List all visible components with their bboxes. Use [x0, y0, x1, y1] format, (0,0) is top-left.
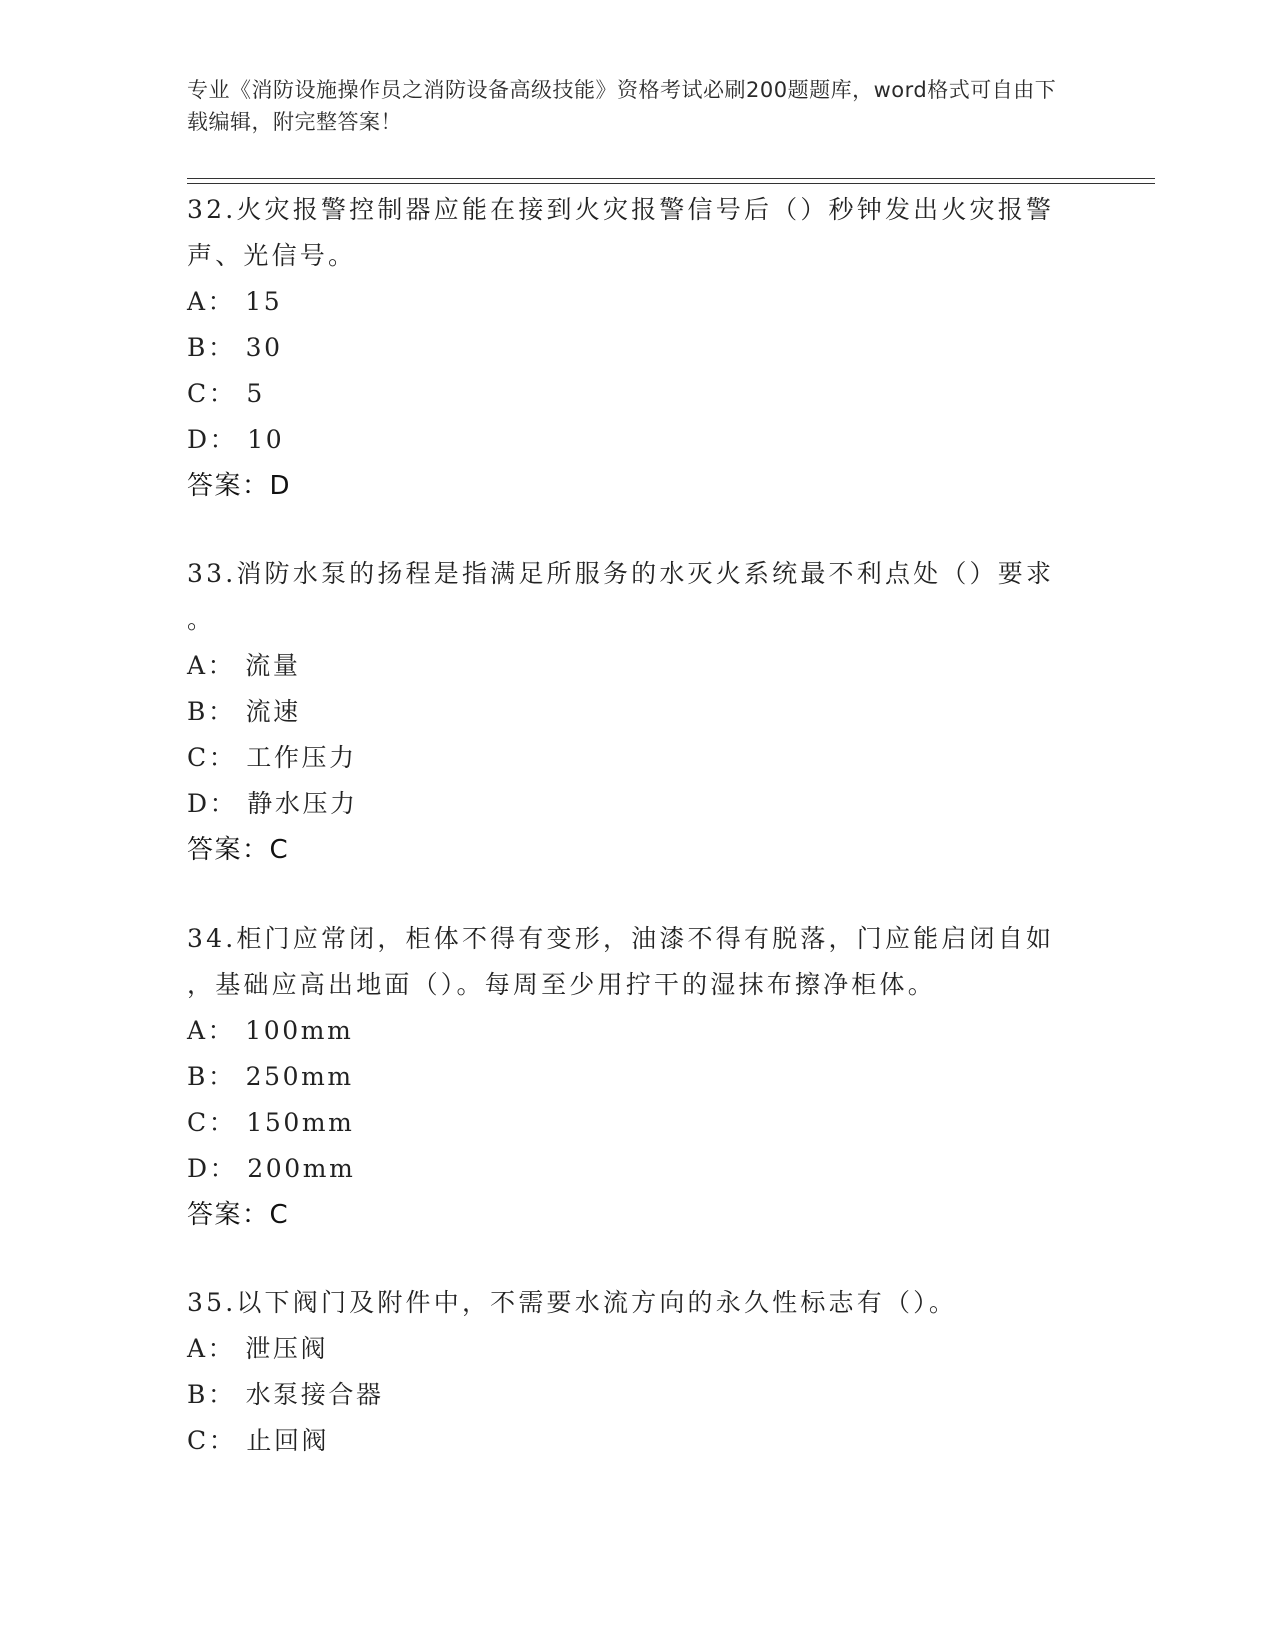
option-key: D： [187, 1154, 238, 1183]
option-text: 200mm [247, 1154, 356, 1183]
stem-line: 34.柜门应常闭，柜体不得有变形，油漆不得有脱落，门应能启闭自如 [187, 924, 1055, 953]
option-key: B： [187, 1062, 236, 1091]
option-c [187, 371, 1087, 417]
stem-line: ，基础应高出地面（）。每周至少用拧干的湿抹布擦净柜体。 [187, 970, 936, 999]
option-c [187, 1100, 1087, 1146]
option-b [187, 689, 1087, 735]
question-34 [187, 916, 1087, 1238]
stem-line: 声、光信号。 [187, 241, 357, 270]
option-key: C： [187, 743, 237, 772]
option-a [187, 1326, 1087, 1372]
option-text: 水泵接合器 [245, 1380, 384, 1409]
option-text: 10 [247, 425, 285, 454]
option-text: 150mm [246, 1108, 355, 1137]
option-text: 250mm [245, 1062, 354, 1091]
option-key: B： [187, 1380, 236, 1409]
header-divider-bottom [187, 183, 1155, 184]
option-d [187, 417, 1087, 463]
stem-line: 。 [187, 605, 216, 634]
option-a [187, 643, 1087, 689]
option-a [187, 279, 1087, 325]
stem-line: 35.以下阀门及附件中，不需要水流方向的永久性标志有（）。 [187, 1288, 958, 1317]
question-stem [187, 187, 1087, 279]
option-text: 流速 [245, 697, 301, 726]
option-c [187, 1418, 1087, 1464]
question-stem [187, 1280, 1087, 1326]
header-divider-top [187, 178, 1155, 179]
option-text: 止回阀 [246, 1426, 330, 1455]
option-key: C： [187, 1426, 237, 1455]
question-32 [187, 187, 1087, 509]
option-key: A： [187, 1016, 236, 1045]
option-text: 15 [245, 287, 283, 316]
option-b [187, 325, 1087, 371]
option-text: 静水压力 [247, 789, 358, 818]
option-key: A： [187, 1334, 236, 1363]
option-b [187, 1054, 1087, 1100]
option-key: B： [187, 333, 236, 362]
stem-line: 32.火灾报警控制器应能在接到火灾报警信号后（）秒钟发出火灾报警 [187, 195, 1055, 224]
option-a [187, 1008, 1087, 1054]
stem-line: 33.消防水泵的扬程是指满足所服务的水灭火系统最不利点处（）要求 [187, 559, 1055, 588]
option-key: C： [187, 1108, 237, 1137]
option-key: A： [187, 287, 236, 316]
answer-line: 答案：C [187, 835, 290, 865]
question-stem [187, 916, 1087, 1008]
option-d [187, 781, 1087, 827]
option-d [187, 1146, 1087, 1192]
option-key: D： [187, 789, 238, 818]
option-b [187, 1372, 1087, 1418]
option-key: B： [187, 697, 236, 726]
document-header: 专业《消防设施操作员之消防设备高级技能》资格考试必刷200题题库，word格式可自由下载编辑，附完整答案！ [187, 78, 1057, 134]
question-35 [187, 1280, 1087, 1464]
option-text: 30 [245, 333, 283, 362]
option-text: 100mm [245, 1016, 354, 1045]
option-text: 5 [246, 379, 265, 408]
question-stem [187, 551, 1087, 643]
option-key: C： [187, 379, 237, 408]
option-key: A： [187, 651, 236, 680]
answer-line: 答案：D [187, 471, 292, 501]
option-key: D： [187, 425, 238, 454]
answer-line: 答案：C [187, 1200, 290, 1230]
option-text: 流量 [245, 651, 301, 680]
option-c [187, 735, 1087, 781]
option-text: 工作压力 [246, 743, 357, 772]
question-33 [187, 551, 1087, 873]
option-text: 泄压阀 [245, 1334, 329, 1363]
